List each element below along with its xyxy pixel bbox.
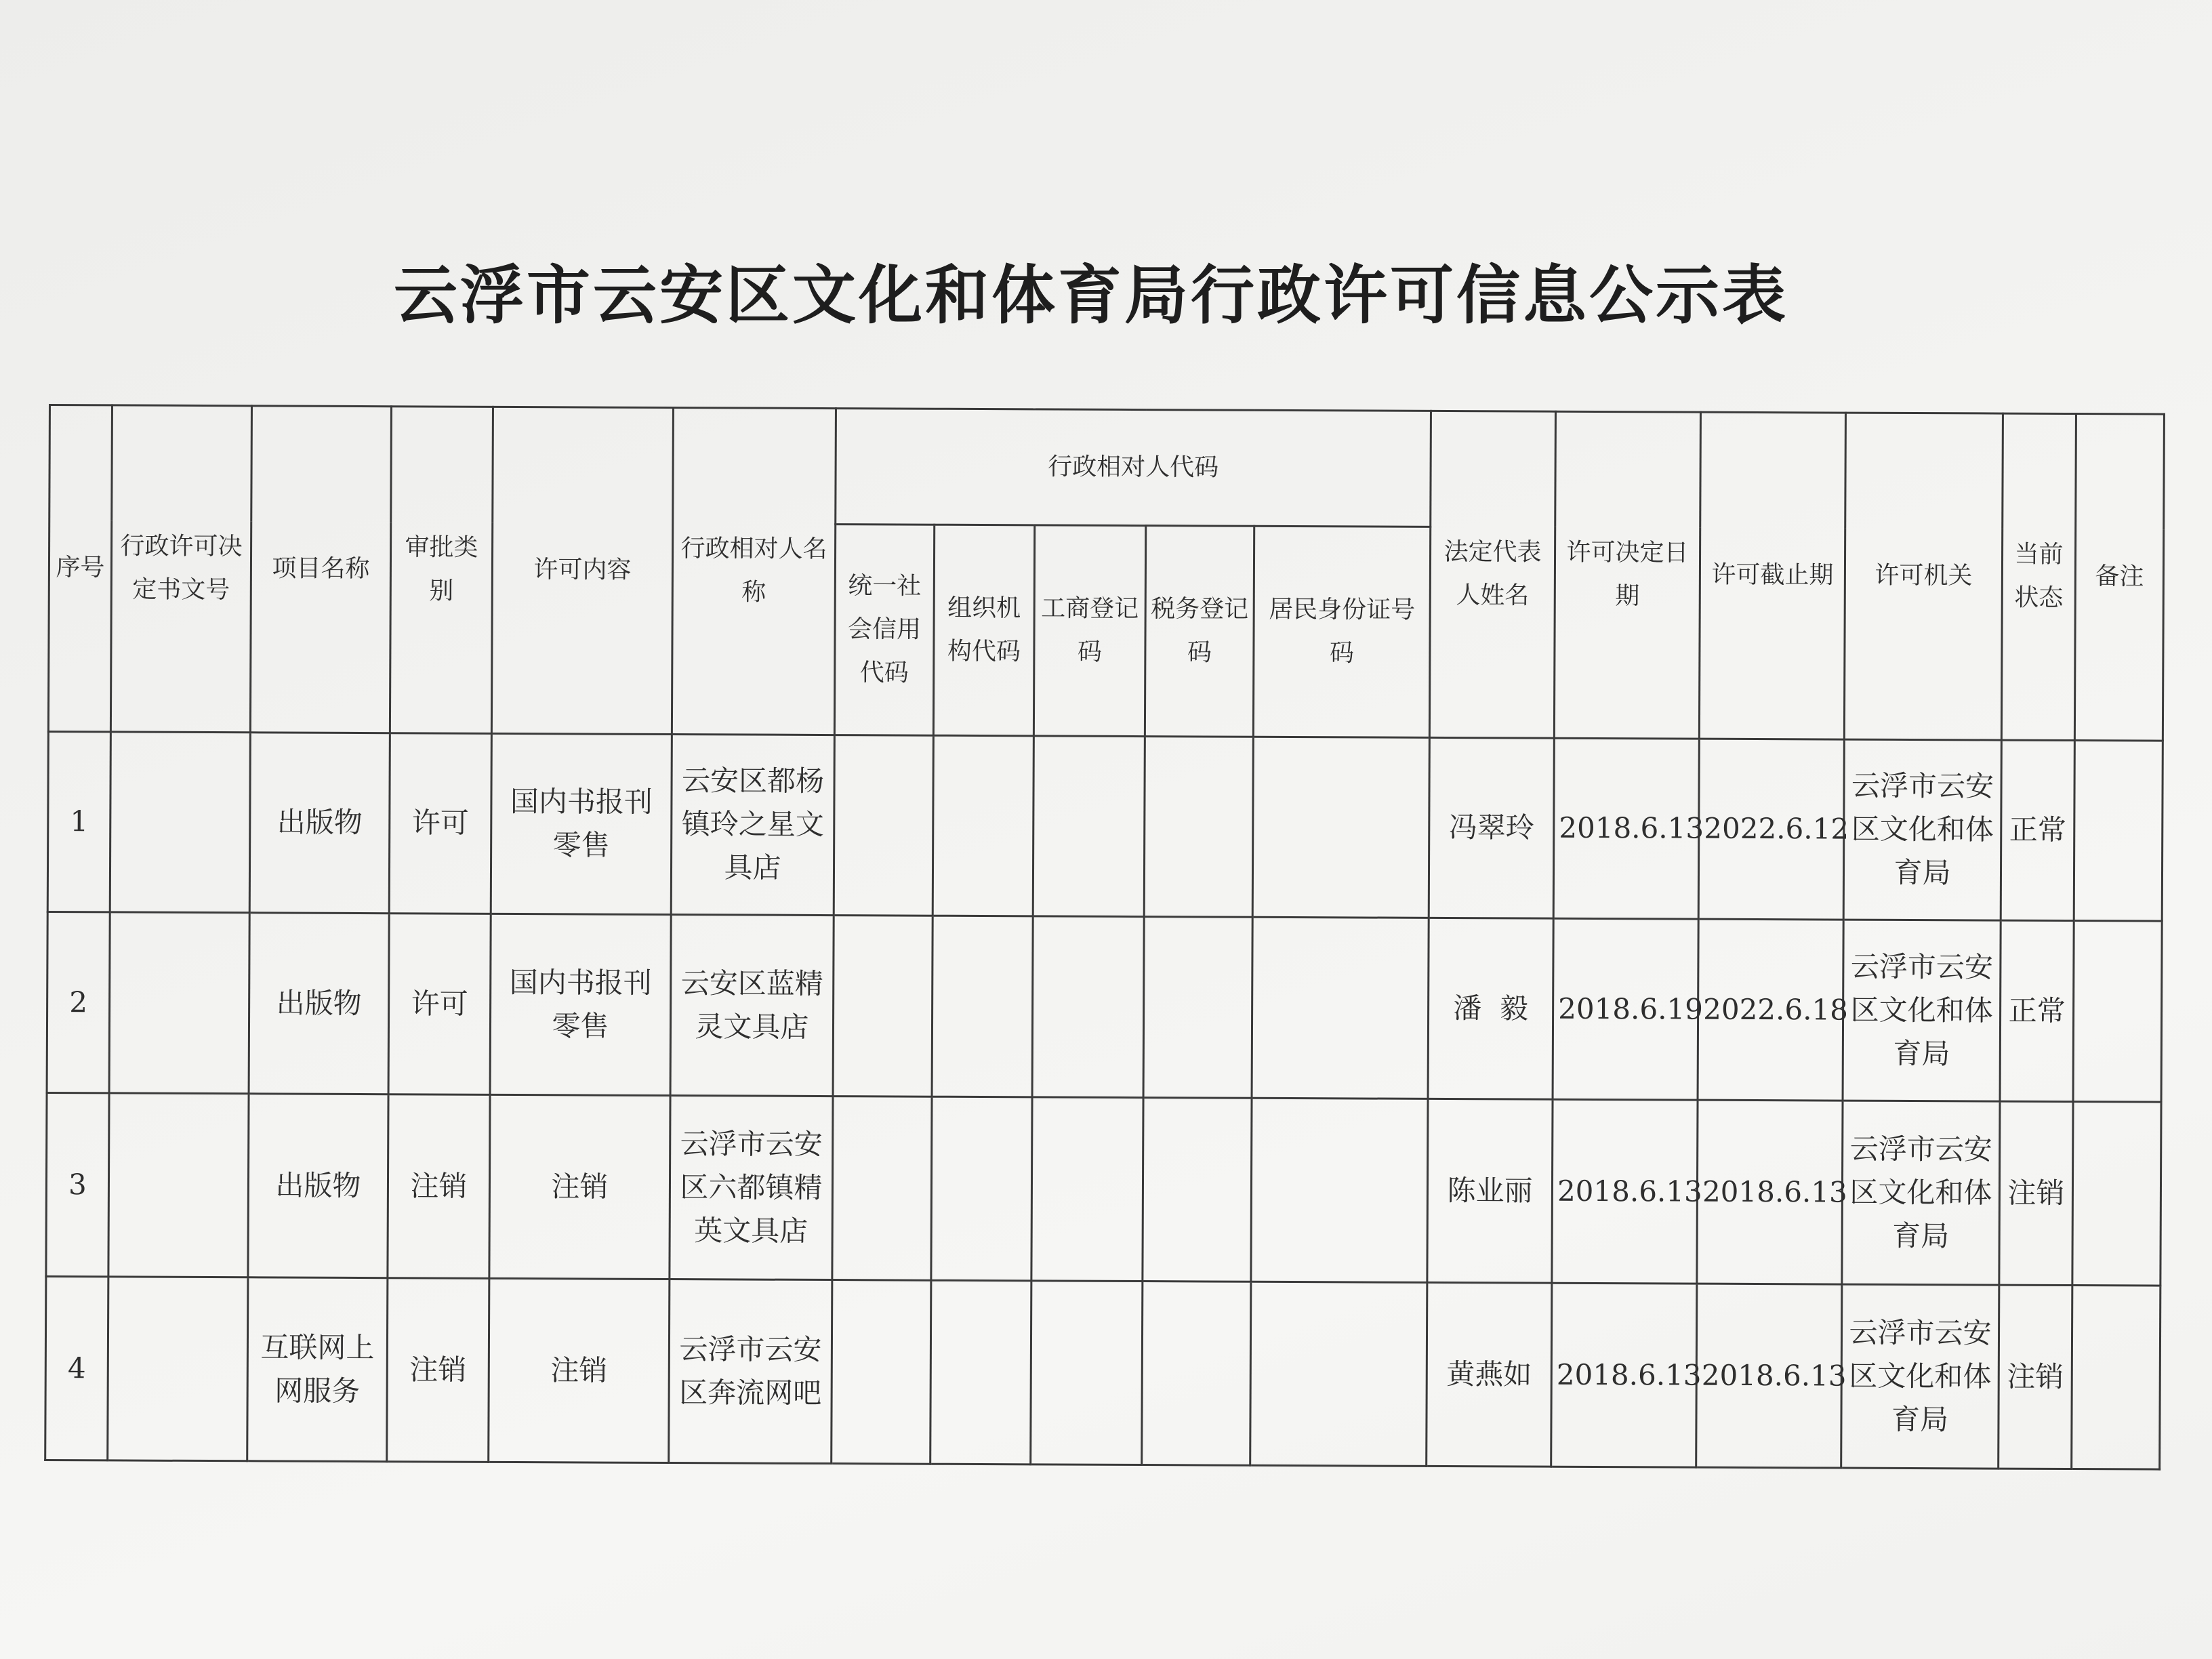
cell-legal-rep: 潘 毅 [1428,918,1553,1100]
cell-approval-type: 许可 [389,733,491,914]
header-project-name: 项目名称 [250,406,391,733]
cell-legal-rep: 陈业丽 [1427,1099,1553,1284]
cell-permit-content: 国内书报刊零售 [490,914,671,1096]
cell-tax-reg [1144,736,1253,918]
cell-business-reg [1033,735,1145,917]
cell-status: 注销 [1999,1101,2073,1285]
cell-counterparty-name: 云浮市云安区六都镇精英文具店 [670,1096,833,1280]
header-business-reg: 工商登记码 [1033,525,1145,736]
header-decision-no: 行政许可决定书文号 [110,405,251,732]
cell-counterparty-name: 云安区蓝精灵文具店 [670,915,834,1097]
cell-business-reg [1032,916,1144,1098]
cell-tax-reg [1142,1282,1251,1466]
permit-table [44,404,2165,1471]
cell-decision-date: 2018.6.19 [1553,919,1698,1101]
header-authority: 许可机关 [1844,413,2003,740]
cell-decision-date: 2018.6.13 [1551,1283,1697,1467]
cell-remarks [2072,1102,2161,1286]
header-permit-content: 许可内容 [491,407,673,734]
cell-permit-content: 注销 [489,1278,670,1462]
cell-org-code [933,735,1033,916]
header-id-card: 居民身份证号码 [1253,526,1430,737]
cell-id-card [1250,1282,1427,1466]
cell-expiry-date: 2022.6.12 [1698,739,1844,920]
cell-business-reg [1031,1097,1143,1282]
header-expiry-date: 许可截止期 [1699,412,1845,739]
cell-approval-type: 许可 [388,914,491,1094]
cell-counterparty-name: 云安区都杨镇玲之星文具店 [671,734,834,916]
cell-counterparty-name: 云浮市云安区奔流网吧 [669,1279,832,1464]
header-remarks: 备注 [2074,414,2164,741]
cell-remarks [2073,921,2162,1102]
header-status: 当前状态 [2001,413,2076,740]
cell-permit-content: 注销 [489,1095,670,1279]
cell-id-card [1251,1098,1428,1282]
cell-credit-code [832,1097,932,1280]
header-approval-type: 审批类别 [390,407,493,733]
cell-decision-no [110,731,250,913]
header-org-code: 组织机构代码 [933,525,1034,736]
cell-legal-rep: 黄燕如 [1427,1282,1552,1467]
document-title: 云浮市云安区文化和体育局行政许可信息公示表 [393,259,1788,333]
cell-credit-code [832,1280,931,1465]
cell-authority: 云浮市云安区文化和体育局 [1841,1284,1999,1469]
cell-org-code [932,916,1033,1097]
cell-seq: 3 [46,1093,109,1277]
cell-seq: 1 [47,731,110,912]
cell-project-name: 出版物 [249,913,389,1094]
header-credit-code: 统一社会信用代码 [834,524,934,735]
cell-project-name: 出版物 [248,1094,388,1278]
header-legal-rep: 法定代表人姓名 [1429,411,1555,737]
cell-authority: 云浮市云安区文化和体育局 [1842,1101,2000,1285]
cell-credit-code [834,735,933,916]
cell-id-card [1252,918,1429,1099]
header-decision-date: 许可决定日期 [1554,411,1700,738]
cell-decision-date: 2018.6.13 [1553,738,1699,920]
cell-status: 正常 [2000,920,2074,1101]
cell-project-name: 互联网上网服务 [247,1277,388,1462]
cell-approval-type: 注销 [388,1094,490,1279]
cell-tax-reg [1143,917,1252,1099]
header-tax-reg: 税务登记码 [1145,525,1254,737]
cell-expiry-date: 2022.6.18 [1698,920,1843,1101]
cell-status: 注销 [1999,1285,2072,1469]
cell-org-code [931,1097,1032,1281]
cell-org-code [930,1280,1031,1465]
cell-decision-date: 2018.6.13 [1552,1099,1698,1284]
cell-authority: 云浮市云安区文化和体育局 [1843,739,2001,921]
cell-legal-rep: 冯翠玲 [1429,737,1554,919]
table-row [45,1277,2160,1470]
cell-seq: 2 [47,912,110,1093]
cell-tax-reg [1143,1098,1252,1282]
cell-expiry-date: 2018.6.13 [1697,1100,1843,1284]
table-row [46,1093,2161,1286]
header-row-1 [49,405,2165,530]
cell-decision-no [109,912,249,1094]
cell-credit-code [833,916,933,1097]
table-row [47,912,2162,1102]
cell-decision-no [108,1277,248,1461]
cell-approval-type: 注销 [387,1278,489,1462]
header-seq: 序号 [48,405,112,732]
cell-id-card [1252,737,1429,918]
cell-status: 正常 [2001,740,2074,921]
cell-expiry-date: 2018.6.13 [1696,1284,1842,1468]
cell-permit-content: 国内书报刊零售 [491,733,672,915]
header-counterparty-name: 行政相对人名称 [672,408,836,735]
cell-business-reg [1031,1281,1143,1465]
cell-authority: 云浮市云安区文化和体育局 [1843,920,2001,1101]
cell-remarks [2074,740,2163,921]
cell-decision-no [108,1093,249,1277]
cell-seq: 4 [45,1277,108,1460]
cell-project-name: 出版物 [249,732,390,914]
header-counterparty-code: 行政相对人代码 [836,409,1431,527]
cell-remarks [2072,1286,2160,1469]
table-row [47,731,2163,921]
